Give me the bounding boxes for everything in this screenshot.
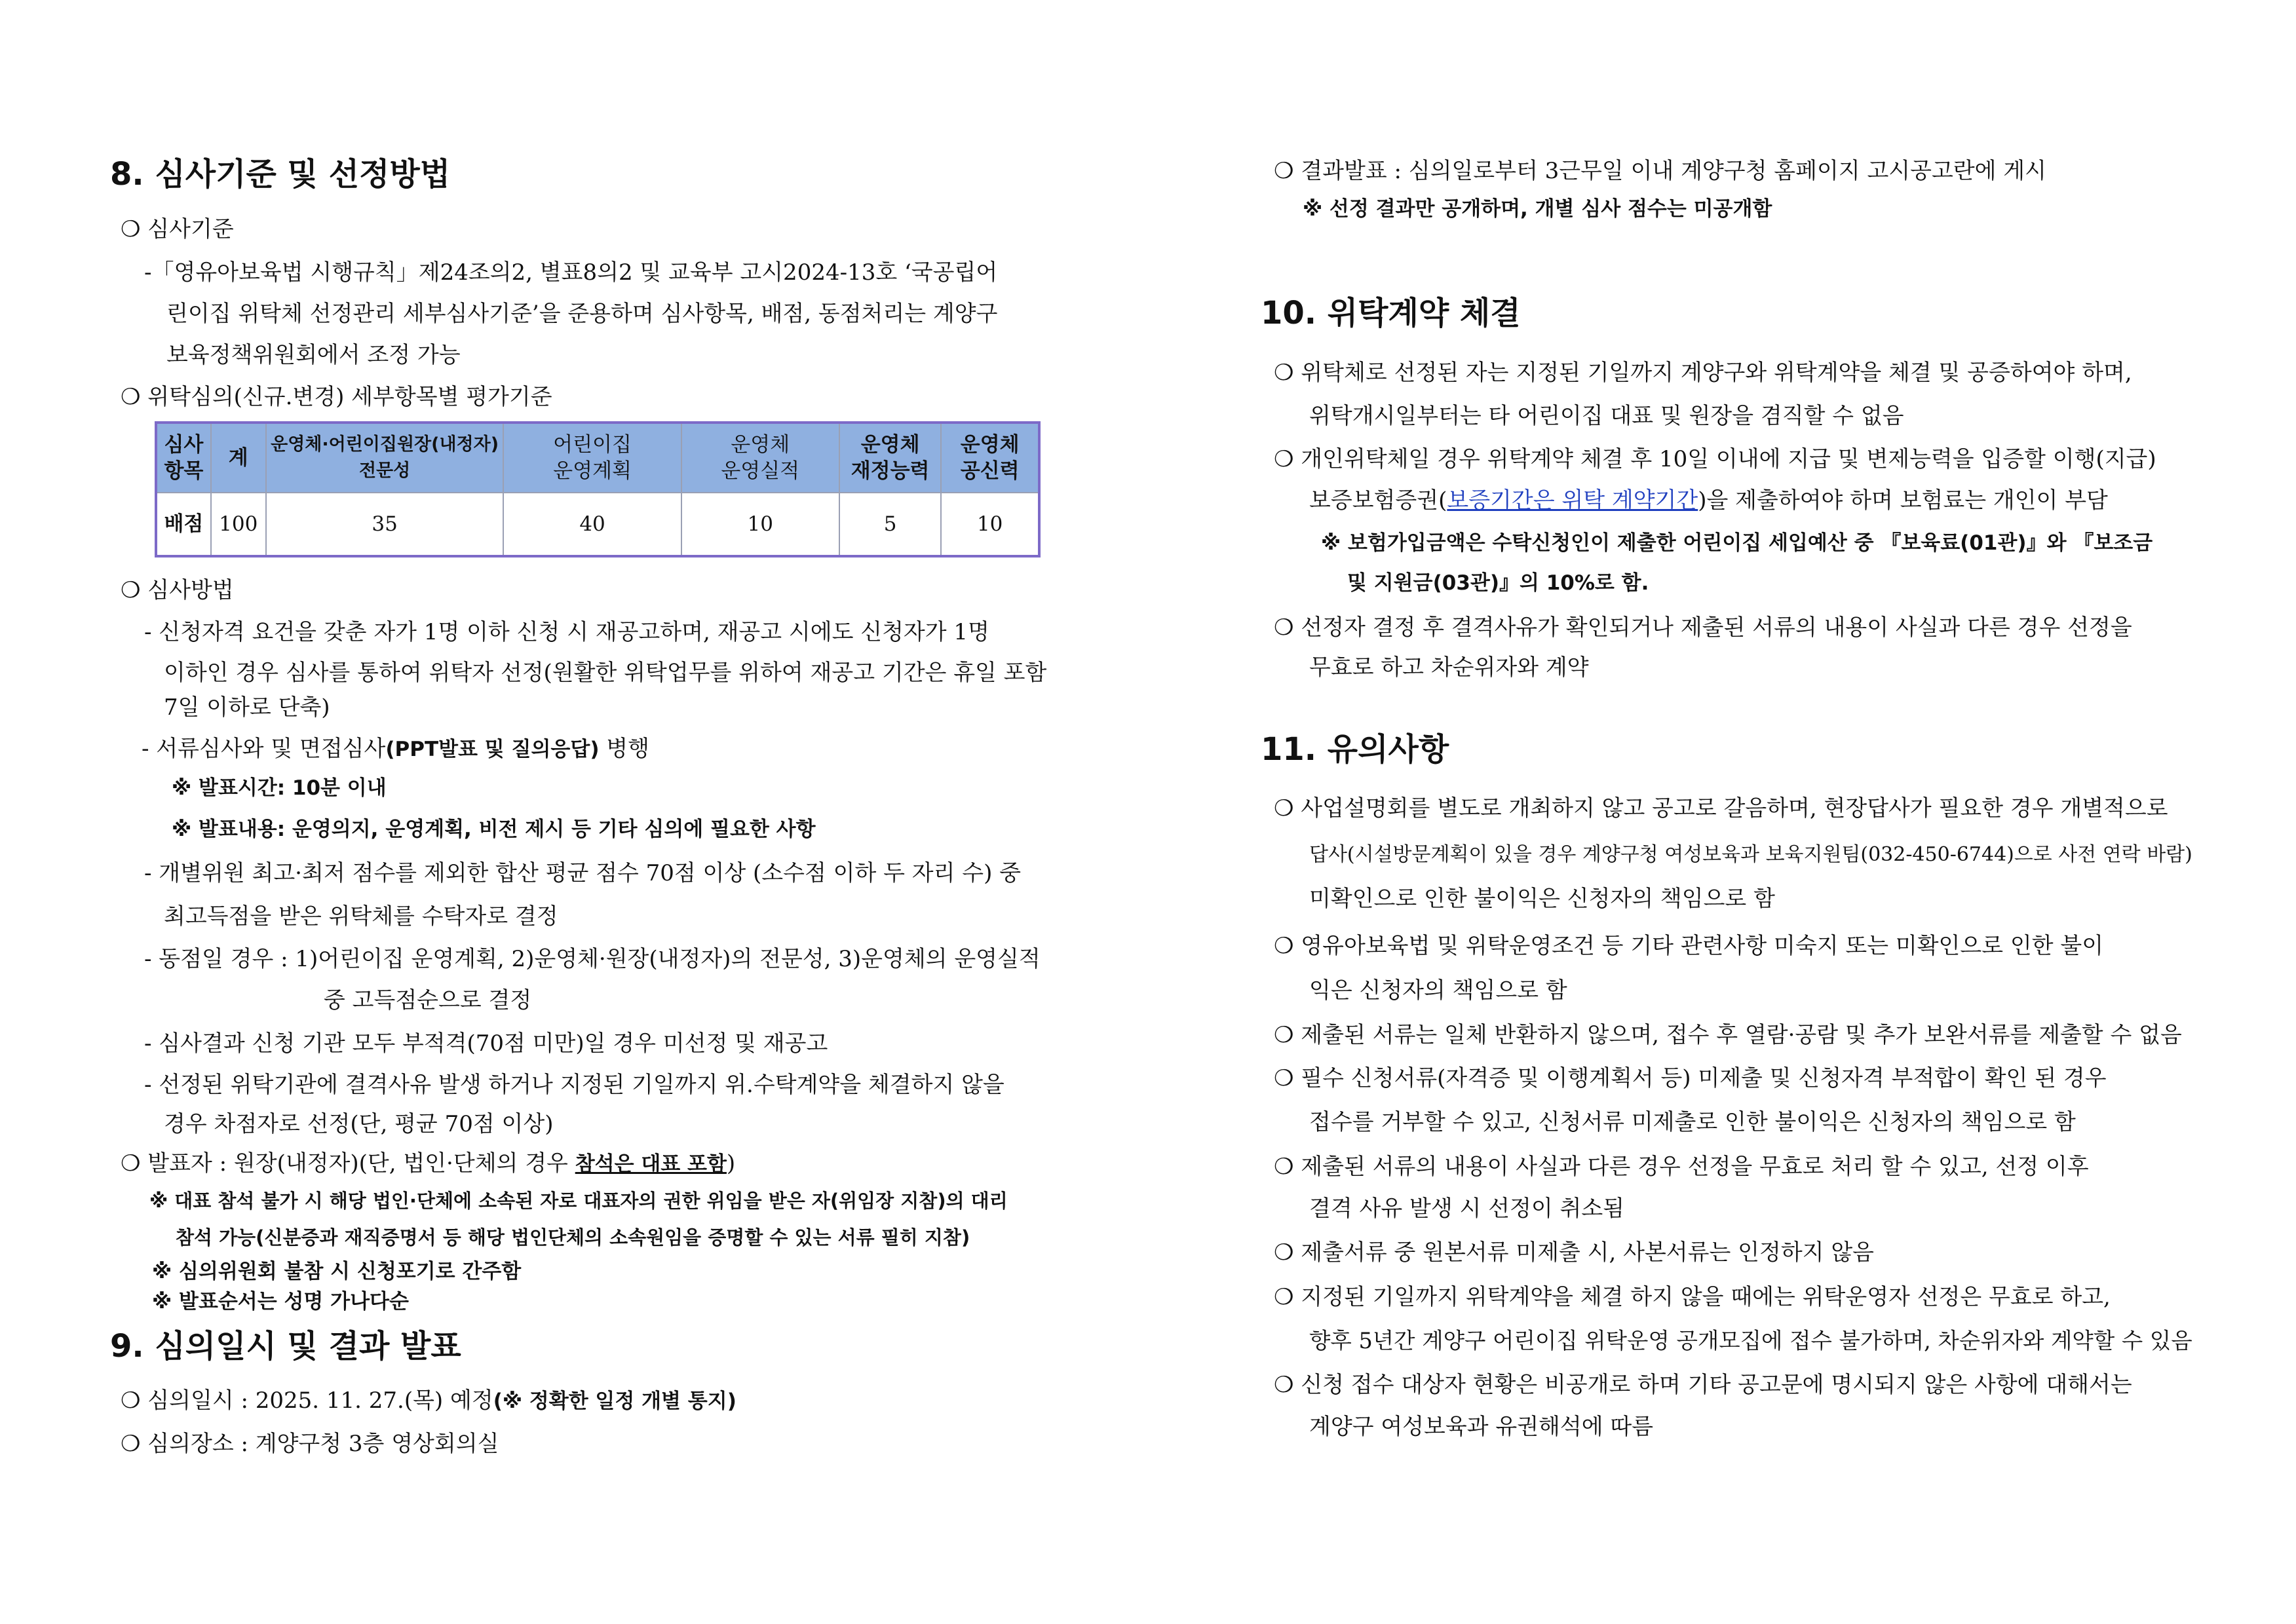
notice-text-line: ❍ 신청 접수 대상자 현황은 비공개로 하며 기타 공고문에 명시되지 않은 사항에 대해서는 [1274, 1372, 2132, 1398]
section-8-title: 8. 심사기준 및 선정방법 [110, 156, 451, 193]
notice-text-line: ❍ 제출서류 중 원본서류 미제출 시, 사본서류는 인정하지 않음 [1274, 1239, 1875, 1266]
notice-text-line: 미확인으로 인한 불이익은 신청자의 책임으로 함 [1309, 886, 1775, 912]
table-cell: 10 [941, 493, 1039, 556]
table-header-row [156, 423, 1039, 493]
notice-text-line: 답사(시설방문계획이 있을 경우 계양구청 여성보육과 보육지원팀(032-450-6744)으로 사전 연락 바람) [1309, 843, 2192, 866]
notice-text-line: ❍ 제출된 서류는 일체 반환하지 않으며, 접수 후 열람·공람 및 추가 보완서류를 제출할 수 없음 [1274, 1022, 2182, 1048]
table-row-label: 배점 [156, 493, 211, 556]
table-cell: 5 [839, 493, 942, 556]
table-header-cell: 운영체 운영실적 [681, 423, 839, 493]
guarantee-period-link[interactable]: 보증기간은 위탁 계약기간 [1447, 487, 1698, 514]
notice-text-line: 결격 사유 발생 시 선정이 취소됨 [1309, 1196, 1625, 1222]
method-text-line: - 동점일 경우 : 1)어린이집 운영계획, 2)운영체·원장(내정자)의 전문성, 3)운영체의 운영실적 [144, 946, 1041, 972]
notice-text-line: ❍ 사업설명회를 별도로 개최하지 않고 공고로 갈음하며, 현장답사가 필요한 경우 개별적으로 [1274, 795, 2168, 821]
table-heading: ❍ 위탁심의(신규.변경) 세부항목별 평가기준 [121, 384, 552, 410]
criteria-text-line: -「영유아보육법 시행규칙」제24조의2, 별표8의2 및 교육부 고시2024-13호 ‘국공립어 [144, 259, 998, 286]
insurance-note: ※ 보험가입금액은 수탁신청인이 제출한 어린이집 세입예산 중 『보육료(01관)』와 『보조금 [1321, 531, 2153, 555]
result-note: ※ 선정 결과만 공개하며, 개별 심사 점수는 미공개함 [1303, 197, 1772, 221]
notice-text-line: 접수를 거부할 수 있고, 신청서류 미제출로 인한 불이익은 신청자의 책임으로 함 [1309, 1109, 2076, 1135]
table-header-cell: 계 [211, 423, 266, 493]
contract-text-line: ❍ 선정자 결정 후 결격사유가 확인되거나 제출된 서류의 내용이 사실과 다른 경우 선정을 [1274, 614, 2132, 641]
note-order: ※ 발표순서는 성명 가나다순 [152, 1290, 409, 1313]
table-header-cell: 어린이집 운영계획 [503, 423, 681, 493]
method-text-line: 중 고득점순으로 결정 [324, 987, 532, 1013]
criteria-text-line: 린이집 위탁체 선정관리 세부심사기준’을 준용하며 심사항목, 배점, 동점처리는 계양구 [166, 301, 998, 327]
note-presentation-content: ※ 발표내용: 운영의지, 운영계획, 비전 제시 등 기타 심의에 필요한 사항 [172, 818, 816, 841]
notice-text-line: ❍ 필수 신청서류(자격증 및 이행계획서 등) 미제출 및 신청자격 부적합이 확인 된 경우 [1274, 1065, 2107, 1091]
table-header-cell: 운영체 재정능력 [839, 423, 942, 493]
notice-text-line: ❍ 영유아보육법 및 위탁운영조건 등 기타 관련사항 미숙지 또는 미확인으로 인한 불이 [1274, 933, 2104, 959]
note-absence: ※ 심의위원회 불참 시 신청포기로 간주함 [152, 1260, 522, 1283]
review-place-line: ❍ 심의장소 : 계양구청 3층 영상회의실 [121, 1431, 499, 1457]
notice-text-line: ❍ 제출된 서류의 내용이 사실과 다른 경우 선정을 무효로 처리 할 수 있고, 선정 이후 [1274, 1154, 2089, 1180]
method-text-line: - 심사결과 신청 기관 모두 부적격(70점 미만)일 경우 미선정 및 재공고 [144, 1030, 828, 1057]
presenter-line: ❍ 발표자 : 원장(내정자)(단, 법인·단체의 경우 참석은 대표 포함) [121, 1150, 736, 1177]
table-cell: 40 [503, 493, 681, 556]
contract-text-line: ❍ 위탁체로 선정된 자는 지정된 기일까지 계양구와 위탁계약을 체결 및 공증하여야 하며, [1274, 360, 2132, 386]
table-header-cell: 운영체·어린이집원장(내정자) 전문성 [266, 423, 504, 493]
criteria-text-line: 보육정책위원회에서 조정 가능 [166, 342, 461, 368]
notice-text-line: ❍ 지정된 기일까지 위탁계약을 체결 하지 않을 때에는 위탁운영자 선정은 무효로 하고, [1274, 1284, 2111, 1310]
criteria-heading: ❍ 심사기준 [121, 216, 234, 242]
evaluation-table [155, 421, 1041, 557]
method-text-line: 최고득점을 받은 위탁체를 수탁자로 결정 [164, 903, 558, 930]
contract-text-line: 무효로 하고 차순위자와 계약 [1309, 654, 1589, 681]
insurance-note: 및 지원금(03관)』의 10%로 함. [1347, 571, 1649, 595]
method-text-line: 경우 차점자로 선정(단, 평균 70점 이상) [164, 1111, 554, 1137]
method-text-line: - 선정된 위탁기관에 결격사유 발생 하거나 지정된 기일까지 위.수탁계약을 체결하지 않을 [144, 1072, 1004, 1098]
method-text-line: - 신청자격 요건을 갖춘 자가 1명 이하 신청 시 재공고하며, 재공고 시에도 신청자가 1명 [144, 619, 989, 645]
method-heading: ❍ 심사방법 [121, 577, 234, 603]
method-text-line: 이하인 경우 심사를 통하여 위탁자 선정(원활한 위탁업무를 위하여 재공고 기간은 휴일 포함 [164, 660, 1047, 686]
method-text-line: - 서류심사와 및 면접심사(PPT발표 및 질의응답) 병행 [142, 736, 649, 762]
contract-text-line: ❍ 개인위탁체일 경우 위탁계약 체결 후 10일 이내에 지급 및 변제능력을 입증할 이행(지급) [1274, 446, 2156, 472]
section-9-title: 9. 심의일시 및 결과 발표 [110, 1328, 461, 1365]
result-line: ❍ 결과발표 : 심의일로부터 3근무일 이내 계양구청 홈페이지 고시공고란에 게시 [1274, 158, 2046, 184]
notice-text-line: 계양구 여성보육과 유권해석에 따름 [1309, 1414, 1654, 1440]
table-cell: 10 [681, 493, 839, 556]
method-text-line: 7일 이하로 단축) [164, 694, 330, 721]
table-header-cell: 심사 항목 [156, 423, 211, 493]
contract-text-line: 위탁개시일부터는 타 어린이집 대표 및 원장을 겸직할 수 없음 [1309, 403, 1904, 429]
notice-text-line: 향후 5년간 계양구 어린이집 위탁운영 공개모집에 접수 불가하며, 차순위자와 계약할 수 있음 [1309, 1328, 2192, 1353]
section-11-title: 11. 유의사항 [1261, 731, 1449, 768]
note-representative: 참석 가능(신분증과 재직증명서 등 해당 법인단체의 소속원임을 증명할 수 있는 서류 필히 지참) [176, 1226, 970, 1249]
table-cell: 100 [211, 493, 266, 556]
table-header-cell: 운영체 공신력 [941, 423, 1039, 493]
contract-text-line: 보증보험증권(보증기간은 위탁 계약기간)을 제출하여야 하며 보험료는 개인이 부담 [1309, 487, 2108, 514]
note-presentation-time: ※ 발표시간: 10분 이내 [172, 776, 387, 800]
method-text-line: - 개별위원 최고·최저 점수를 제외한 합산 평균 점수 70점 이상 (소수점 이하 두 자리 수) 중 [144, 860, 1022, 886]
table-cell: 35 [266, 493, 504, 556]
review-date-line: ❍ 심의일시 : 2025. 11. 27.(목) 예정(※ 정확한 일정 개별 통지) [121, 1388, 737, 1414]
note-representative: ※ 대표 참석 불가 시 해당 법인·단체에 소속된 자로 대표자의 권한 위임을 받은 자(위임장 지참)의 대리 [149, 1190, 1008, 1212]
notice-text-line: 익은 신청자의 책임으로 함 [1309, 977, 1567, 1004]
section-10-title: 10. 위탁계약 체결 [1261, 295, 1521, 331]
table-row [156, 493, 1039, 556]
